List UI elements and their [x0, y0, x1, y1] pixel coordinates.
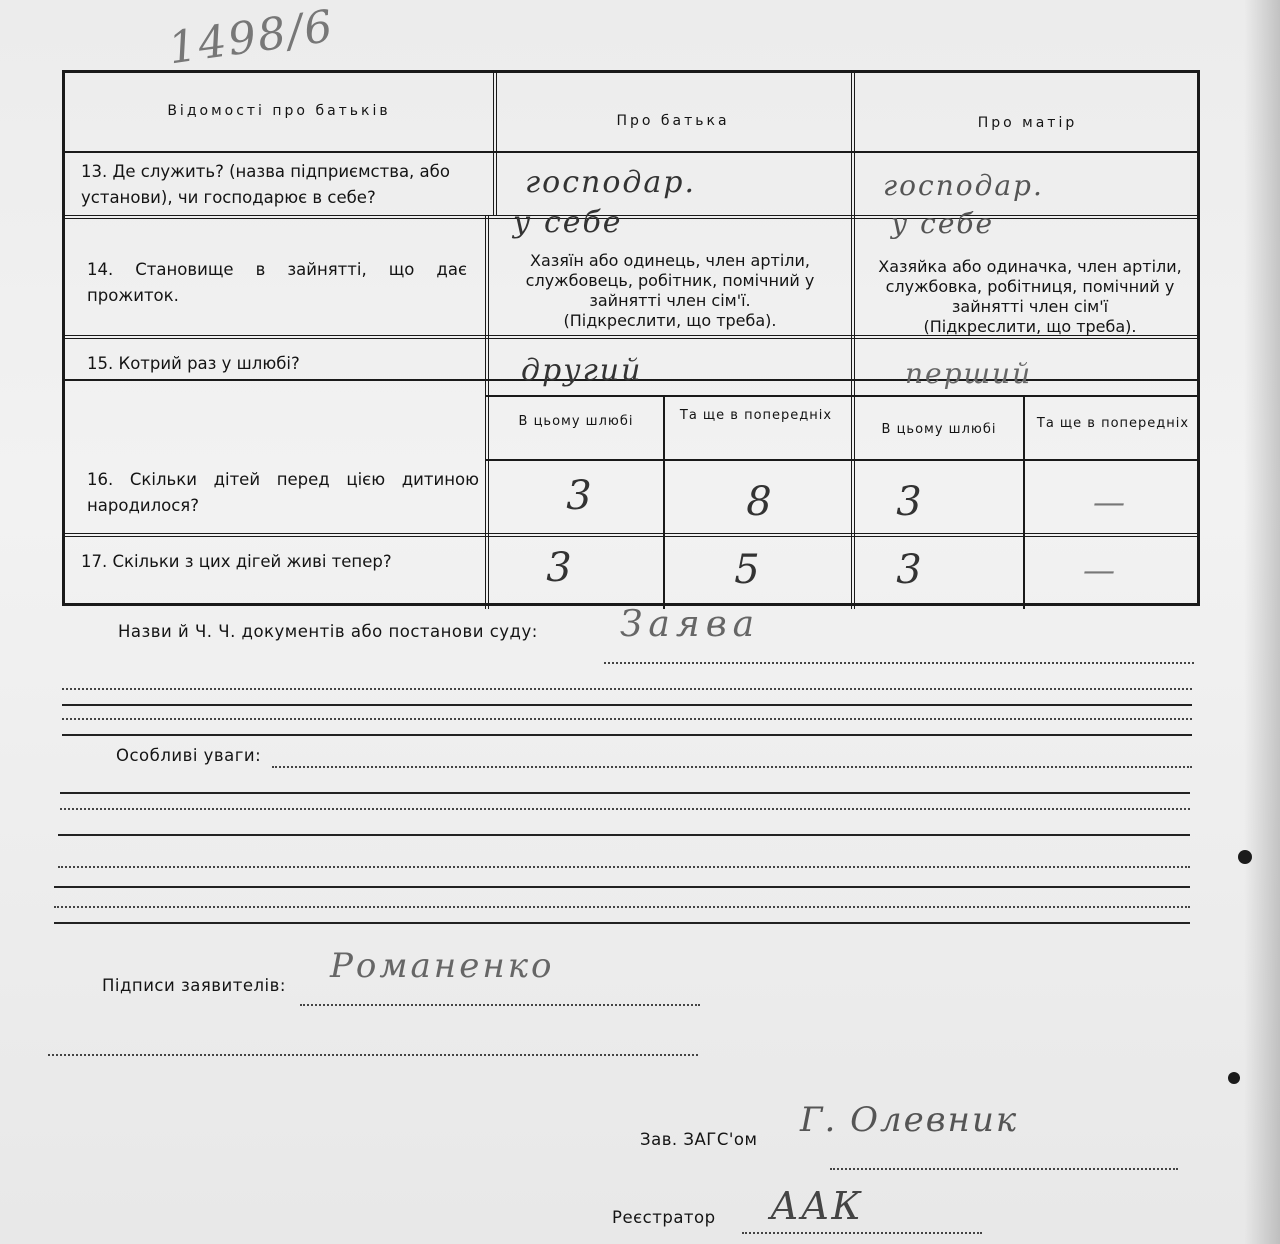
q13-father-answer-line1: господар.: [525, 165, 697, 200]
header-parents-info: Відомості про батьків: [167, 103, 391, 119]
header-father: Про батька: [616, 113, 730, 129]
q17-mother-this-marriage: 3: [896, 547, 924, 593]
punch-hole: [1228, 1072, 1240, 1084]
page-edge-shadow: [1244, 0, 1280, 1244]
special-notes-rule-2: [58, 834, 1190, 836]
applicants-signature-line-1: [300, 1004, 700, 1006]
applicants-signature-line-2: [48, 1054, 698, 1056]
q16-father-previous: 8: [746, 479, 774, 525]
q14-father-hint: (Підкреслити, що треба).: [563, 311, 777, 330]
q17-father-previous: 5: [734, 547, 762, 593]
special-notes-line-2: [60, 808, 1190, 810]
subheader-mother-this-marriage: В цьому шлюбі: [881, 422, 997, 437]
q14-mother-options: [865, 257, 1195, 337]
question-16-label: 16. Скільки дітей перед цією дитиною народилося?: [87, 470, 479, 515]
q13-father-answer-line2: у себе: [513, 205, 623, 240]
documents-line-2: [62, 688, 1192, 690]
question-15-label: 15. Котрий раз у шлюбі?: [87, 354, 300, 373]
q15-father-answer: другий: [521, 353, 643, 388]
registrar-label: Реєстратор: [612, 1208, 716, 1227]
special-notes-rule-4: [54, 922, 1190, 924]
question-17-label: 17. Скільки з цих дігей живі тепер?: [81, 552, 392, 571]
q17-mother-previous: —: [1083, 551, 1117, 589]
punch-hole: [1238, 850, 1252, 864]
documents-rule-2: [62, 734, 1192, 736]
q16-father-this-marriage: 3: [566, 473, 594, 519]
documents-underline: [604, 662, 1194, 664]
subheader-mother-previous: Та ще в попередніх: [1036, 416, 1190, 431]
q14-father-options: [497, 251, 843, 331]
documents-rule: [62, 704, 1192, 706]
documents-line-3: [62, 718, 1192, 720]
head-of-registry-label: Зав. ЗАГС'ом: [640, 1130, 758, 1149]
special-notes-rule-3: [54, 886, 1190, 888]
subheader-father-this-marriage: В цьому шлюбі: [518, 414, 634, 429]
special-notes-line-3: [58, 866, 1190, 868]
subheader-father-previous: Та ще в попередніх: [679, 408, 833, 423]
parents-info-table: [62, 70, 1200, 606]
q15-mother-answer: перший: [905, 357, 1033, 390]
header-mother: Про матір: [977, 115, 1078, 131]
archive-mark: 1498/6: [165, 0, 338, 75]
q16-mother-previous: —: [1093, 483, 1127, 521]
special-notes-rule-1: [60, 792, 1190, 794]
special-notes-line-4: [54, 906, 1190, 908]
applicants-signature: Романенко: [330, 946, 555, 986]
head-of-registry-signature: Г. Олевник: [800, 1100, 1019, 1140]
registrar-line: [742, 1232, 982, 1234]
applicants-signature-label: Підписи заявителів:: [102, 976, 286, 995]
special-notes-line-1: [272, 766, 1192, 768]
documents-label: Назви й Ч. Ч. документів або постанови суду:: [118, 622, 538, 641]
q14-mother-options-text: Хазяйка або одиначка, член артіли, службовка, робітниця, помічний у зайнятті член сім'ї: [878, 257, 1182, 316]
q13-mother-answer-line1: господар.: [883, 169, 1044, 202]
q14-mother-hint: (Підкреслити, що треба).: [923, 317, 1137, 336]
q14-father-options-text: Хазяїн або одинець, член артіли, службовець, робітник, помічний у зайнятті член сім'ї.: [525, 251, 815, 310]
documents-value: Заява: [620, 604, 761, 645]
question-13-label: 13. Де служить? (назва підприємства, або установи), чи господарює в себе?: [81, 162, 450, 207]
q13-mother-answer-line2: у себе: [891, 207, 995, 240]
question-14-label: 14. Становище в зайнятті, що дає прожиток.: [87, 260, 467, 305]
q17-father-this-marriage: 3: [546, 545, 574, 591]
q16-mother-this-marriage: 3: [896, 479, 924, 525]
head-of-registry-line: [830, 1168, 1178, 1170]
special-notes-label: Особливі уваги:: [116, 746, 262, 765]
registrar-signature: ААК: [770, 1184, 863, 1228]
